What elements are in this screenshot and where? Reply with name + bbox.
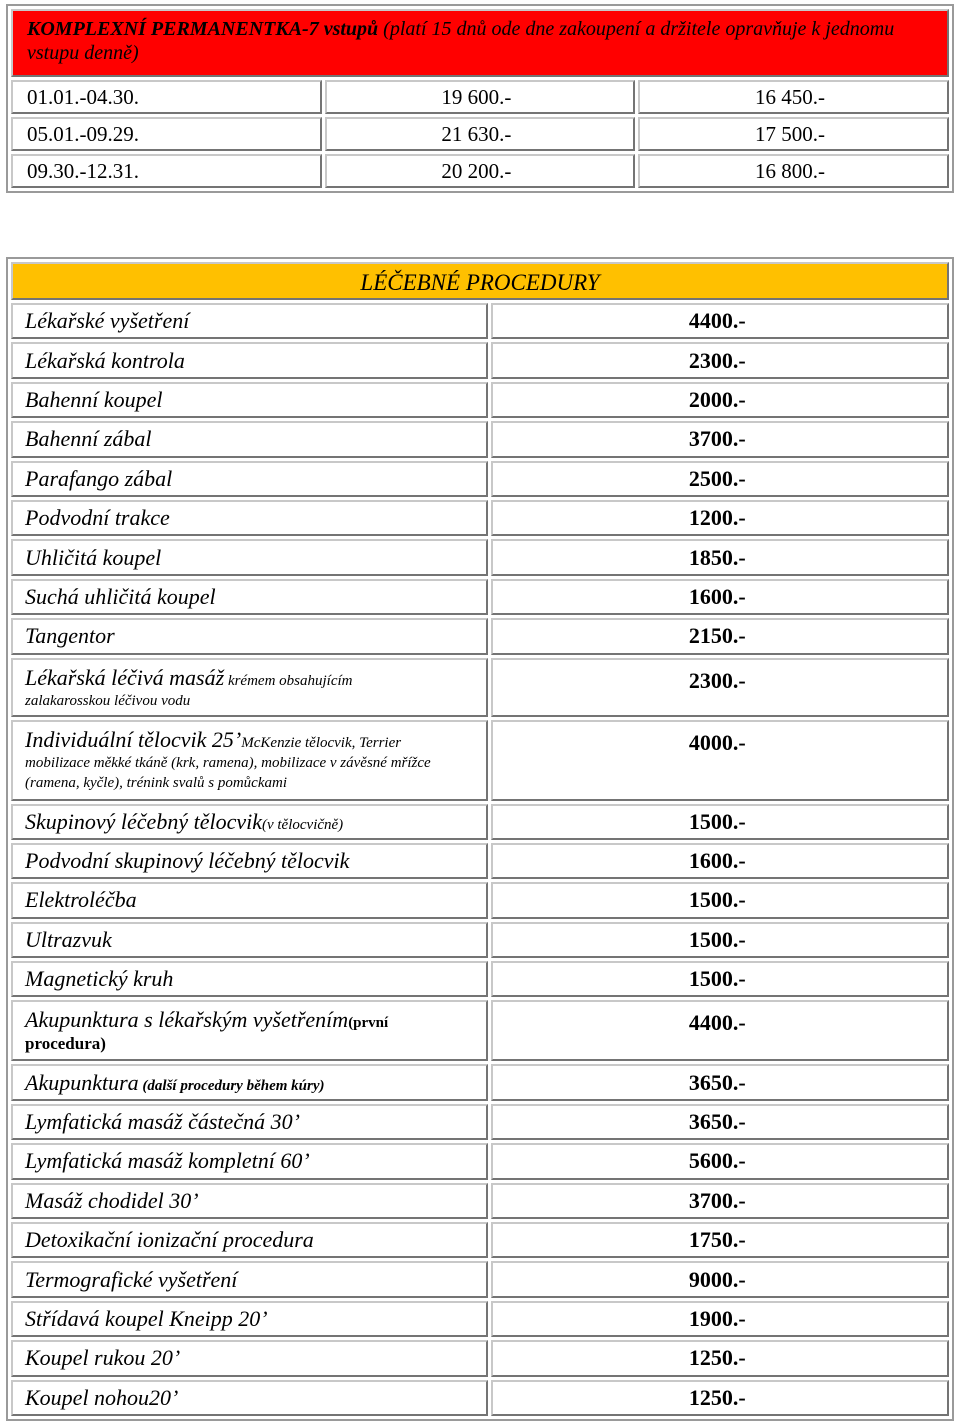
period-cell: 05.01.-09.29. (11, 117, 322, 151)
table-row (11, 1340, 949, 1376)
procedure-name: Elektroléčba (11, 882, 488, 918)
procedure-name: Střídavá koupel Kneipp 20’ (11, 1301, 488, 1337)
table-row (11, 117, 949, 151)
table-row (11, 461, 949, 497)
table-row (11, 618, 949, 654)
procedure-note-detail: zalakarosskou léčivou vodu (25, 692, 191, 709)
procedure-note-detail: procedura) (25, 1034, 106, 1054)
price-cell: 20 200.- (325, 154, 636, 188)
table-row (11, 843, 949, 879)
procedure-price: 1500.- (491, 882, 949, 918)
procedure-name: Akupunktura (25, 1069, 139, 1095)
procedure-name: Koupel nohou20’ (11, 1380, 488, 1416)
procedure-price: 5600.- (491, 1143, 949, 1179)
table-row (11, 80, 949, 114)
procedure-price: 1750.- (491, 1222, 949, 1258)
procedure-price: 2150.- (491, 618, 949, 654)
procedure-name: Lymfatická masáž částečná 30’ (11, 1104, 488, 1140)
procedure-price: 3650.- (491, 1064, 949, 1100)
procedure-name: Uhličitá koupel (11, 539, 488, 575)
procedure-note: (v tělocvičně) (261, 816, 344, 833)
table-row (11, 1064, 949, 1100)
procedure-name-cell (11, 658, 488, 717)
table-row (11, 421, 949, 457)
procedures-table (6, 257, 954, 1421)
procedure-note: (první (348, 1015, 389, 1032)
procedure-name: Individuální tělocvik 25’ (25, 726, 242, 752)
permanentka-header-note: (platí 15 dnů ode dne zakoupení a držitele opravňuje k jednomu vstupu denně) (27, 18, 895, 64)
price-cell: 21 630.- (325, 117, 636, 151)
procedure-price: 1600.- (491, 579, 949, 615)
procedure-name: Detoxikační ionizační procedura (11, 1222, 488, 1258)
procedure-name: Koupel rukou 20’ (11, 1340, 488, 1376)
table-row (11, 1380, 949, 1416)
period-cell: 01.01.-04.30. (11, 80, 322, 114)
procedure-price: 4000.- (491, 720, 949, 801)
procedure-price: 3700.- (491, 421, 949, 457)
table-row (11, 1261, 949, 1297)
procedure-note-detail: mobilizace měkké tkáně (krk, ramena), mobilizace v závěsné mřížce (ramena, kyčle), trénink svalů s pomůckami (25, 754, 431, 791)
procedure-note: (další procedury během kúry) (138, 1077, 325, 1094)
permanentka-table (6, 4, 954, 193)
table-row (11, 342, 949, 378)
procedure-price: 2300.- (491, 342, 949, 378)
permanentka-header-bold: KOMPLEXNÍ PERMANENTKA-7 vstupů (27, 18, 379, 40)
procedure-price: 9000.- (491, 1261, 949, 1297)
table-row (11, 303, 949, 339)
table-row (11, 1000, 949, 1061)
table-row (11, 804, 949, 840)
table-row (11, 1222, 949, 1258)
procedure-name: Tangentor (11, 618, 488, 654)
procedure-price: 3650.- (491, 1104, 949, 1140)
table-row (11, 154, 949, 188)
procedure-name: Lékařská kontrola (11, 342, 488, 378)
procedure-name: Suchá uhličitá koupel (11, 579, 488, 615)
procedures-title: LÉČEBNÉ PROCEDURY (11, 262, 949, 300)
period-cell: 09.30.-12.31. (11, 154, 322, 188)
procedure-name: Podvodní trakce (11, 500, 488, 536)
procedure-price: 4400.- (491, 303, 949, 339)
procedure-name: Termografické vyšetření (11, 1261, 488, 1297)
permanentka-header (11, 9, 949, 77)
procedure-price: 3700.- (491, 1183, 949, 1219)
procedure-name: Skupinový léčebný tělocvik (25, 808, 262, 834)
procedure-name: Akupunktura s lékařským vyšetřením (25, 1007, 349, 1033)
procedure-name: Parafango zábal (11, 461, 488, 497)
procedure-name: Podvodní skupinový léčebný tělocvik (11, 843, 488, 879)
procedure-price: 1850.- (491, 539, 949, 575)
table-row (11, 1183, 949, 1219)
table-row (11, 922, 949, 958)
table-row (11, 882, 949, 918)
procedure-price: 4400.- (491, 1000, 949, 1061)
procedure-price: 1900.- (491, 1301, 949, 1337)
procedure-price: 1600.- (491, 843, 949, 879)
price-cell: 16 450.- (638, 80, 949, 114)
procedure-name: Bahenní zábal (11, 421, 488, 457)
table-row (11, 539, 949, 575)
procedure-name: Lékařská léčivá masáž (25, 664, 225, 690)
procedure-price: 2000.- (491, 382, 949, 418)
table-row (11, 579, 949, 615)
price-cell: 16 800.- (638, 154, 949, 188)
procedure-name: Lékařské vyšetření (11, 303, 488, 339)
procedure-price: 1250.- (491, 1380, 949, 1416)
procedure-name-cell (11, 1064, 488, 1100)
procedure-name: Masáž chodidel 30’ (11, 1183, 488, 1219)
procedure-name-cell (11, 720, 488, 801)
procedure-price: 1200.- (491, 500, 949, 536)
procedure-name-cell (11, 1000, 488, 1061)
table-row (11, 1104, 949, 1140)
procedure-name: Lymfatická masáž kompletní 60’ (11, 1143, 488, 1179)
table-row (11, 658, 949, 717)
table-row (11, 1143, 949, 1179)
procedure-name: Magnetický kruh (11, 961, 488, 997)
table-row (11, 1301, 949, 1337)
procedure-note: McKenzie tělocvik, Terrier (241, 734, 402, 751)
table-row (11, 720, 949, 801)
table-row (11, 382, 949, 418)
procedure-price: 2300.- (491, 658, 949, 717)
procedure-price: 1250.- (491, 1340, 949, 1376)
procedure-price: 2500.- (491, 461, 949, 497)
table-row (11, 961, 949, 997)
price-cell: 17 500.- (638, 117, 949, 151)
procedure-price: 1500.- (491, 804, 949, 840)
procedure-name: Ultrazvuk (11, 922, 488, 958)
price-cell: 19 600.- (325, 80, 636, 114)
procedure-price: 1500.- (491, 961, 949, 997)
table-row (11, 500, 949, 536)
procedure-note: krémem obsahujícím (224, 672, 353, 689)
procedure-name: Bahenní koupel (11, 382, 488, 418)
procedure-name-cell (11, 804, 488, 840)
procedure-price: 1500.- (491, 922, 949, 958)
